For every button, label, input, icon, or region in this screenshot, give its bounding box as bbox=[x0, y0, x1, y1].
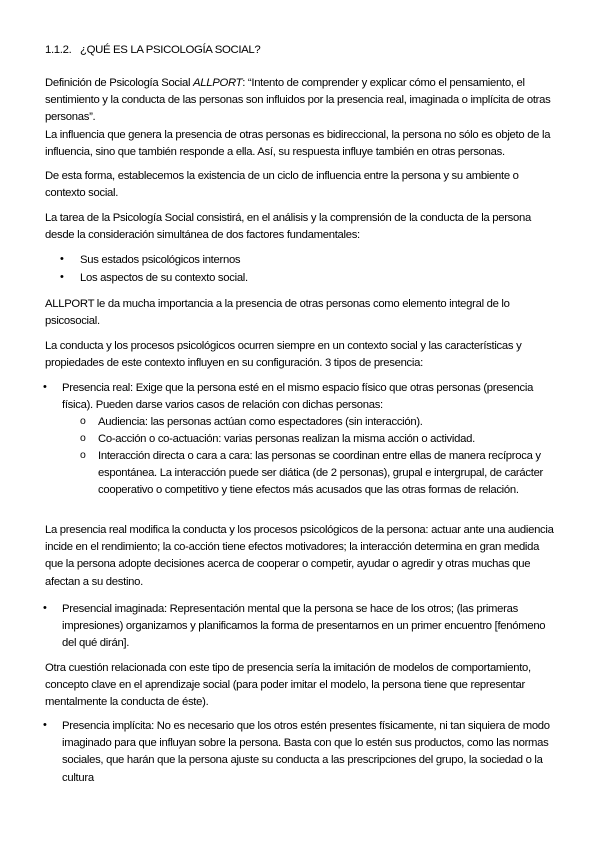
definition-prefix: Definición de Psicología Social bbox=[45, 77, 194, 89]
section-heading bbox=[45, 44, 260, 56]
bullet-marker: • bbox=[43, 719, 47, 731]
presence-imagined-item: Presencial imaginada: Representación mental que la persona se hace de los otros; (las primeras impresiones) organizamos y planificamos la forma de presentarnos en un primer encuentro [fenómeno del qué dirán]. bbox=[62, 603, 546, 650]
real-effects-paragraph: La presencia real modifica la conducta y los procesos psicológicos de la persona: actuar ante una audiencia incide en el rendimiento; la co-acción tiene efectos motivadores; la interacción determina en gran medida que la persona adopte decisiones acerca de cooperar o competir, ayudar o agredir y otras muchas que afectan a su destino. bbox=[45, 524, 554, 588]
bullet-marker: • bbox=[60, 271, 64, 283]
bullet-marker: • bbox=[43, 602, 47, 614]
presence-case-item: Interacción directa o cara a cara: las personas se coordinan entre ellas de manera recíproca y espontánea. La interacción puede ser diática (de 2 personas), grupal e intergrupal, de carácter cooperativo o competitivo y tiene efectos más acusados que las otras formas de relación. bbox=[98, 450, 544, 497]
sub-bullet-marker: o bbox=[80, 449, 86, 461]
imitation-paragraph: Otra cuestión relacionada con este tipo de presencia sería la imitación de modelos de comportamiento, concepto clave en el aprendizaje social (para poder imitar el modelo, la persona tiene que representar mentalmente la conducta de éste). bbox=[45, 662, 531, 709]
presence-case-item: Audiencia: las personas actúan como espectadores (sin interacción). bbox=[98, 416, 423, 428]
definition-text: : “Intento de comprender y explicar cómo el pensamiento, el sentimiento y la conducta de las personas son influidos por la presencia real, imaginada o implícita de otras personas”. bbox=[45, 77, 551, 124]
task-paragraph: La tarea de la Psicología Social consistirá, en el análisis y la comprensión de la conducta de la persona desde la consideración simultánea de dos factores fundamentales: bbox=[45, 212, 531, 242]
sub-bullet-marker: o bbox=[80, 432, 86, 444]
sub-bullet-marker: o bbox=[80, 415, 86, 427]
factor-item: Sus estados psicológicos internos bbox=[80, 254, 241, 266]
bullet-marker: • bbox=[60, 253, 64, 265]
presence-real-item: Presencia real: Exige que la persona esté en el mismo espacio físico que otras personas (presencia física). Pueden darse varios casos de relación con dichas personas: bbox=[62, 382, 534, 412]
cycle-paragraph: De esta forma, establecemos la existencia de un ciclo de influencia entre la persona y su ambiente o contexto social. bbox=[45, 170, 519, 200]
influence-paragraph: La influencia que genera la presencia de otras personas es bidireccional, la persona no sólo es objeto de la influencia, sino que también responde a ella. Así, su respuesta influye también en otras personas. bbox=[45, 129, 551, 159]
presence-implicit-item: Presencia implícita: No es necesario que los otros estén presentes físicamente, ni tan siquiera de modo imaginado para que influyan sobre la persona. Basta con que lo estén sus productos, como las normas sociales, que harán que la persona ajuste su conducta a las prescripciones del grupo, la sociedad o la cultura bbox=[62, 720, 550, 784]
allport-importance-paragraph: ALLPORT le da mucha importancia a la presencia de otras personas como elemento integral de lo psicosocial. bbox=[45, 298, 510, 328]
context-paragraph: La conducta y los procesos psicológicos ocurren siempre en un contexto social y las características y propiedades de este contexto influyen en su configuración. 3 tipos de presencia: bbox=[45, 340, 522, 370]
section-number: 1.1.2. bbox=[45, 44, 72, 56]
definition-paragraph bbox=[45, 75, 557, 127]
presence-case-item: Co-acción o co-actuación: varias personas realizan la misma acción o actividad. bbox=[98, 433, 475, 445]
bullet-marker: • bbox=[43, 381, 47, 393]
section-title: ¿QUÉ ES LA PSICOLOGÍA SOCIAL? bbox=[80, 44, 261, 56]
factor-item: Los aspectos de su contexto social. bbox=[80, 272, 248, 284]
definition-author: ALLPORT bbox=[193, 77, 243, 89]
